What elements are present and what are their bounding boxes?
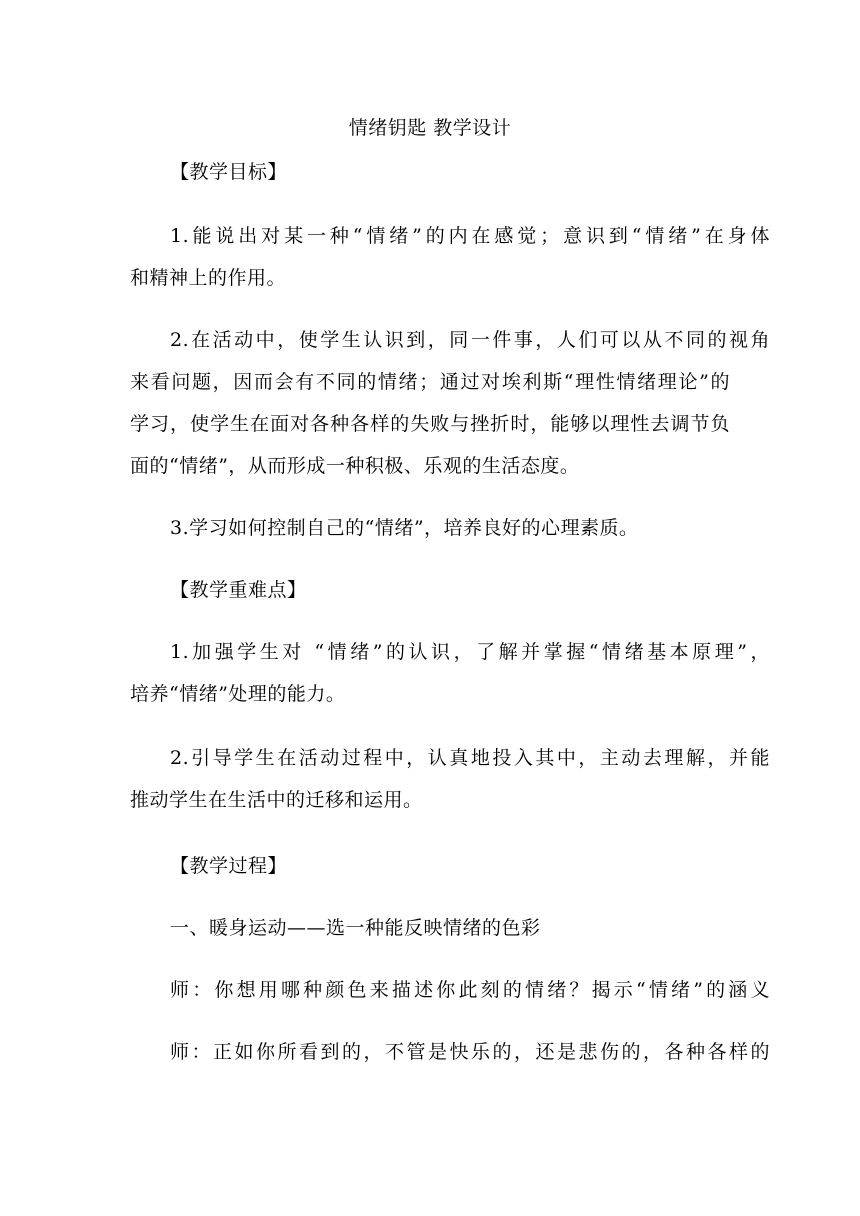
paragraph-line: 师：正如你所看到的，不管是快乐的，还是悲伤的，各种各样的: [170, 1041, 770, 1063]
section-heading-key-points: 【教学重难点】: [170, 579, 307, 601]
section-heading-objectives: 【教学目标】: [170, 161, 288, 183]
paragraph-line: 2.在活动中，使学生认识到，同一件事，人们可以从不同的视角: [170, 329, 770, 351]
paragraph-line: 2.引导学生在活动过程中，认真地投入其中，主动去理解，并能: [170, 747, 770, 769]
paragraph-line: 师：你想用哪种颜色来描述你此刻的情绪？揭示“情绪”的涵义: [170, 979, 770, 1001]
paragraph-line: 来看问题，因而会有不同的情绪；通过对埃利斯“理性情绪理论”的: [130, 371, 730, 393]
paragraph-line: 一、暖身运动——选一种能反映情绪的色彩: [170, 917, 541, 939]
paragraph-line: 3.学习如何控制自己的“情绪”，培养良好的心理素质。: [170, 517, 639, 539]
paragraph-line: 培养“情绪”处理的能力。: [130, 683, 346, 705]
paragraph-line: 面的“情绪”，从而形成一种积极、乐观的生活态度。: [130, 455, 580, 477]
paragraph-line: 学习，使学生在面对各种各样的失败与挫折时，能够以理性去调节负: [130, 413, 730, 435]
paragraph-line: 推动学生在生活中的迁移和运用。: [130, 789, 423, 811]
paragraph-line: 1.能说出对某一种“情绪”的内在感觉；意识到“情绪”在身体: [170, 225, 770, 247]
paragraph-line: 1.加强学生对 “情绪”的认识，了解并掌握“情绪基本原理”，: [170, 641, 770, 663]
document-title: 情绪钥匙 教学设计: [348, 117, 512, 139]
paragraph-line: 和精神上的作用。: [130, 267, 287, 289]
section-heading-process: 【教学过程】: [170, 855, 288, 877]
